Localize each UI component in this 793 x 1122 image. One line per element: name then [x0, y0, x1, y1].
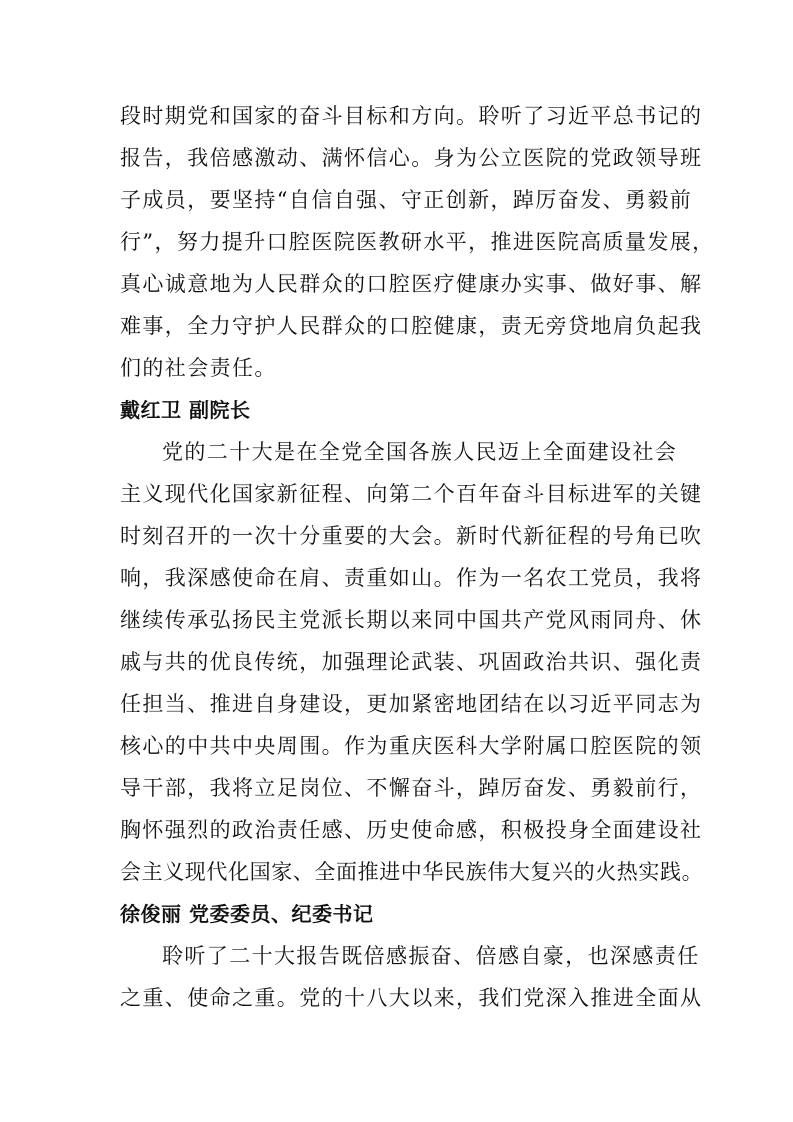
paragraph-line: 之重、使命之重。党的十八大以来，我们党深入推进全面从 [120, 986, 703, 1010]
speaker-heading: 徐俊丽 党委委员、纪委书记 [120, 902, 374, 926]
paragraph-line: 胸怀强烈的政治责任感、历史使命感，积极投身全面建设社 [120, 818, 703, 842]
paragraph-line: 报告，我倍感激动、满怀信心。身为公立医院的党政领导班 [120, 146, 703, 170]
paragraph-line: 们的社会责任。 [120, 356, 277, 380]
paragraph-line: 聆听了二十大报告既倍感振奋、倍感自豪，也深感责任 [162, 944, 700, 968]
paragraph-line: 继续传承弘扬民主党派长期以来同中国共产党风雨同舟、休 [120, 608, 703, 632]
paragraph-line: 段时期党和国家的奋斗目标和方向。聆听了习近平总书记的 [120, 104, 703, 128]
paragraph-line: 时刻召开的一次十分重要的大会。新时代新征程的号角已吹 [120, 524, 703, 548]
paragraph-line: 导干部，我将立足岗位、不懈奋斗，踔厉奋发、勇毅前行， [120, 776, 703, 800]
paragraph-line: 行”，努力提升口腔医院医教研水平，推进医院高质量发展， [120, 230, 715, 254]
paragraph-line: 响，我深感使命在肩、责重如山。作为一名农工党员，我将 [120, 566, 703, 590]
paragraph-line: 子成员，要坚持“自信自强、守正创新，踔厉奋发、勇毅前 [120, 188, 693, 212]
paragraph-line: 主义现代化国家新征程、向第二个百年奋斗目标进军的关键 [120, 482, 703, 506]
paragraph-line: 党的二十大是在全党全国各族人民迈上全面建设社会 [162, 440, 678, 464]
paragraph-line: 会主义现代化国家、全面推进中华民族伟大复兴的火热实践。 [120, 860, 704, 884]
paragraph-line: 核心的中共中央周围。作为重庆医科大学附属口腔医院的领 [120, 734, 703, 758]
speaker-heading: 戴红卫 副院长 [120, 398, 251, 422]
paragraph-line: 难事，全力守护人民群众的口腔健康，责无旁贷地肩负起我 [120, 314, 703, 338]
paragraph-line: 戚与共的优良传统，加强理论武装、巩固政治共识、强化责 [120, 650, 703, 674]
paragraph-line: 真心诚意地为人民群众的口腔医疗健康办实事、做好事、解 [120, 272, 703, 296]
paragraph-line: 任担当、推进自身建设，更加紧密地团结在以习近平同志为 [120, 692, 703, 716]
